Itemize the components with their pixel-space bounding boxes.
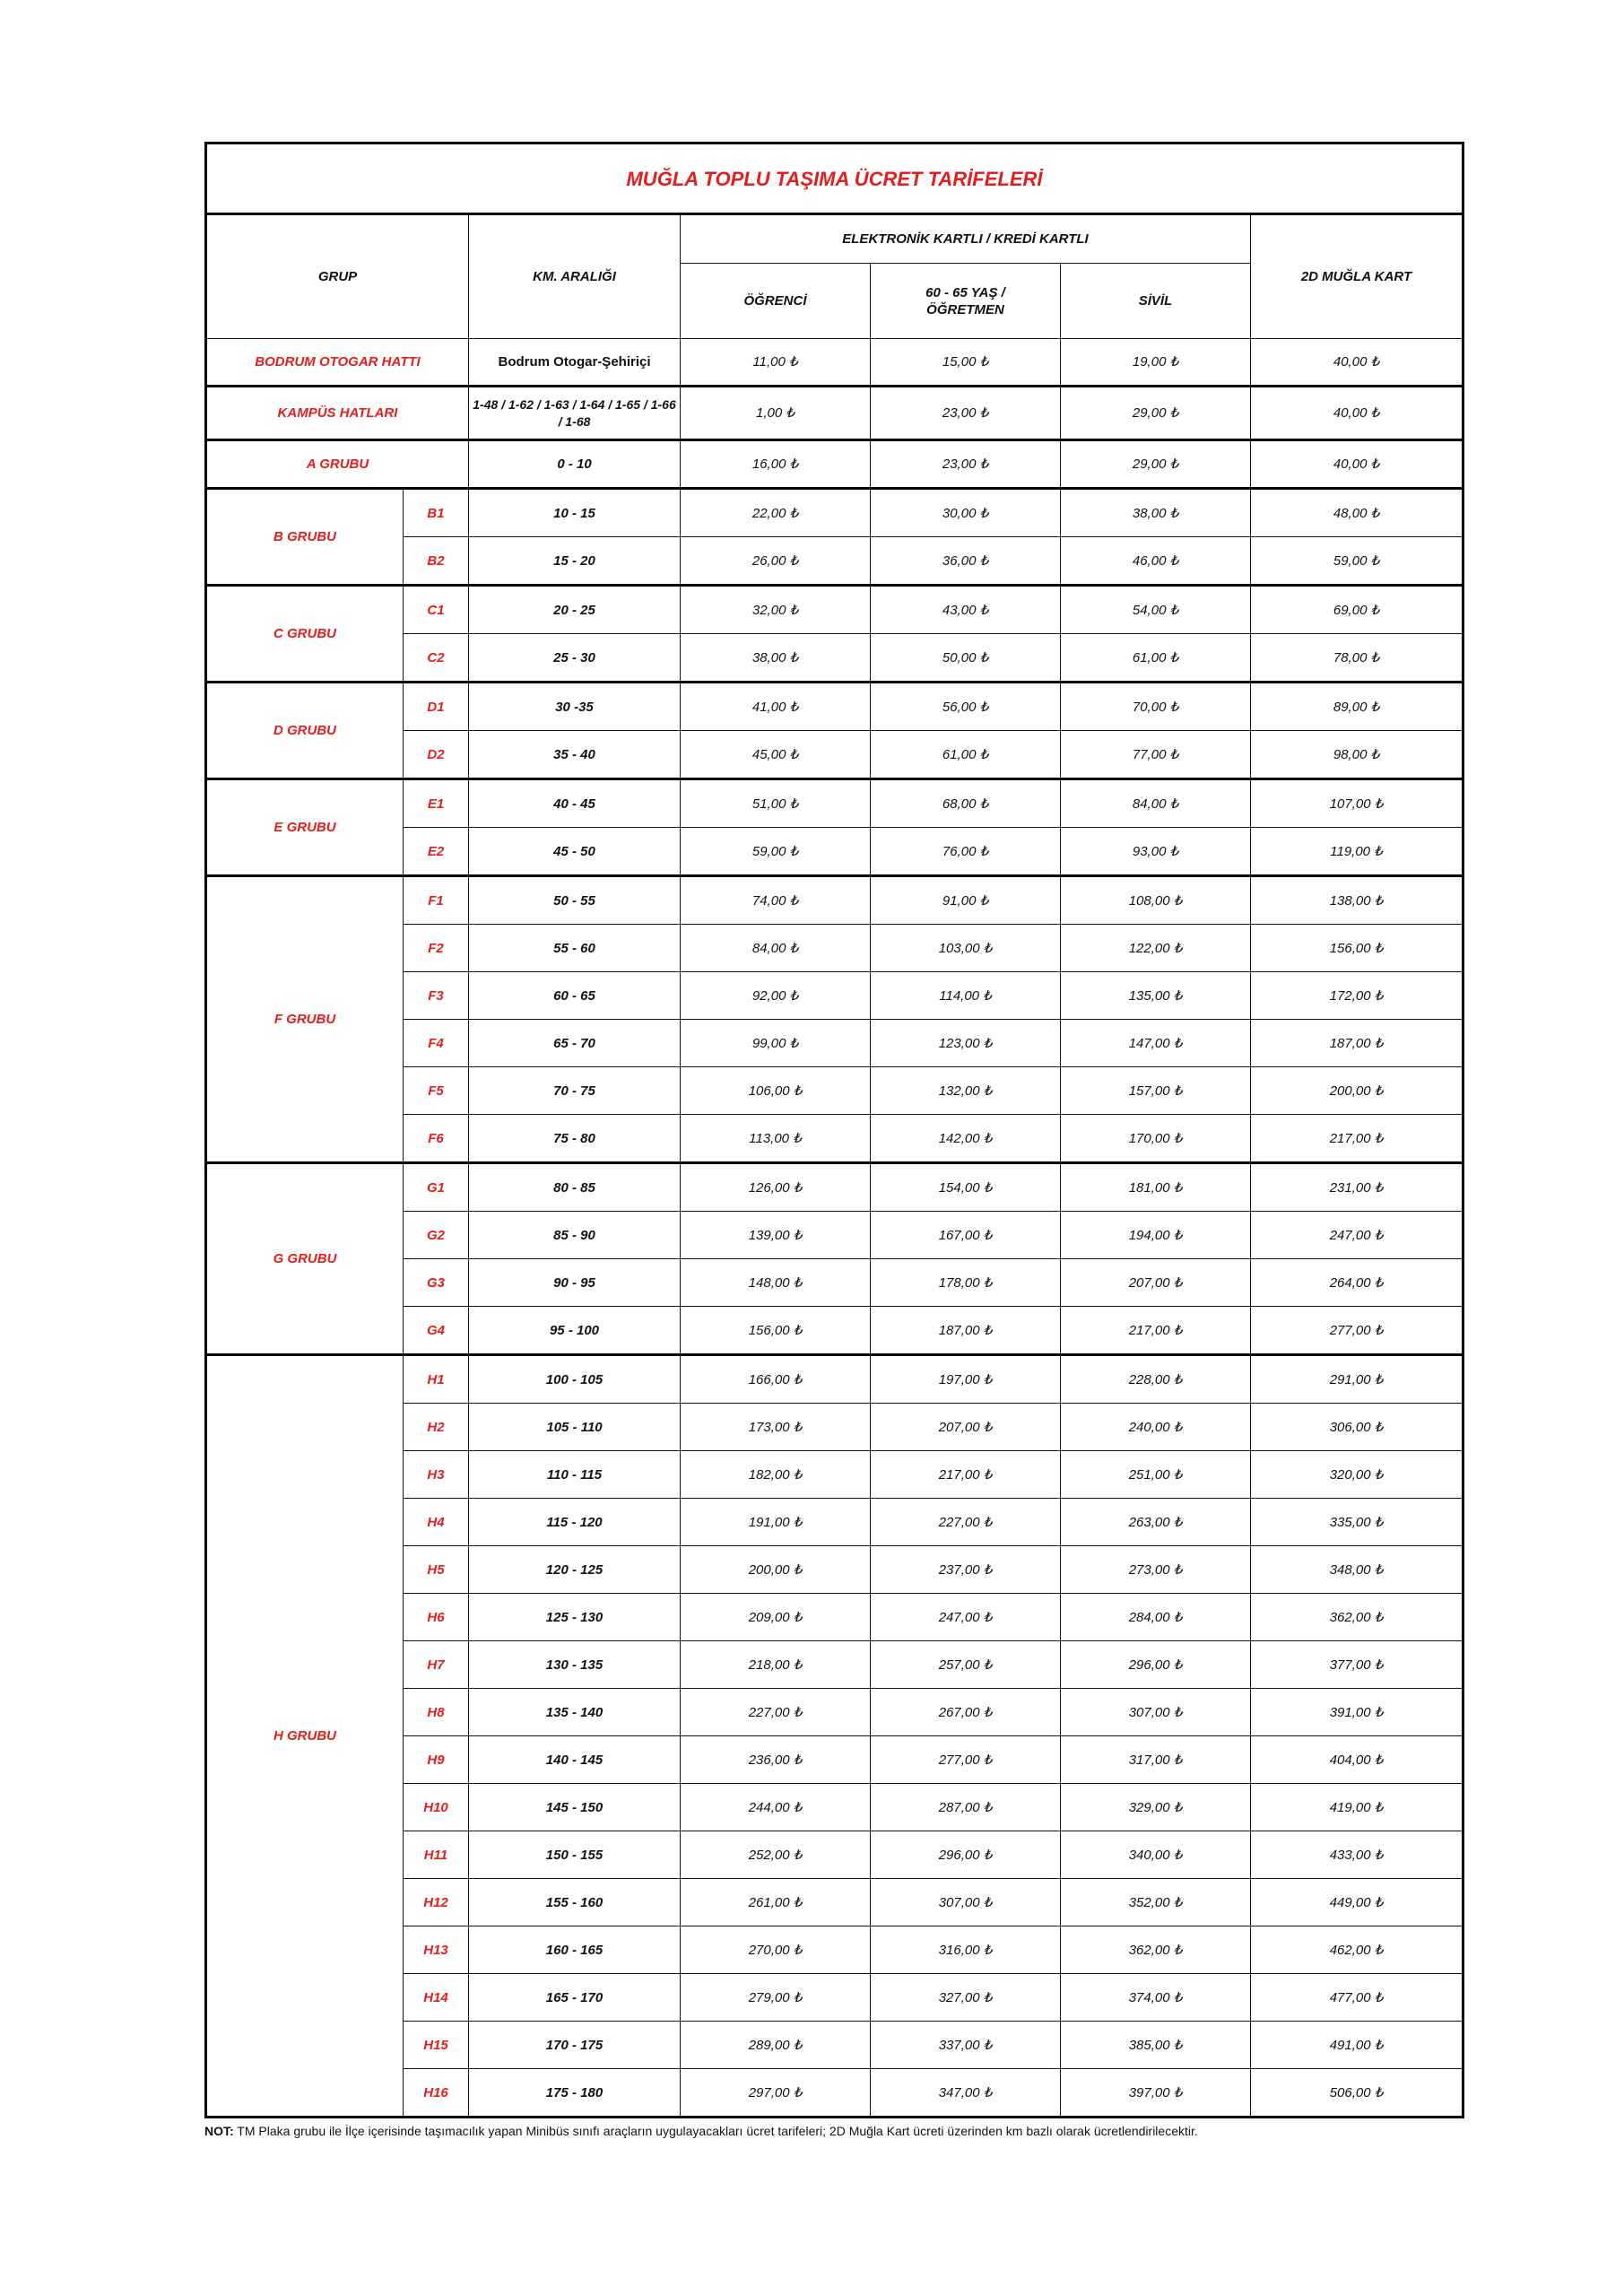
subgroup-code-cell: F6 — [404, 1115, 469, 1163]
yas-ogretmen-price-cell: 123,00 ₺ — [871, 1020, 1061, 1067]
mugla-kart-price-cell: 98,00 ₺ — [1251, 731, 1463, 779]
km-range-cell: 135 - 140 — [469, 1689, 681, 1736]
km-range-cell: 10 - 15 — [469, 489, 681, 537]
subgroup-code-cell: B1 — [404, 489, 469, 537]
subgroup-code-cell: G3 — [404, 1259, 469, 1307]
subgroup-code-cell: H12 — [404, 1879, 469, 1926]
yas-ogretmen-price-cell: 347,00 ₺ — [871, 2069, 1061, 2118]
yas-ogretmen-price-cell: 277,00 ₺ — [871, 1736, 1061, 1784]
km-range-cell: 100 - 105 — [469, 1355, 681, 1404]
row-group-name: A GRUBU — [206, 440, 469, 489]
km-range-cell: 25 - 30 — [469, 634, 681, 683]
mugla-kart-price-cell: 69,00 ₺ — [1251, 586, 1463, 634]
mugla-kart-price-cell: 119,00 ₺ — [1251, 828, 1463, 876]
yas-ogretmen-price-cell: 23,00 ₺ — [871, 440, 1061, 489]
subgroup-code-cell: H8 — [404, 1689, 469, 1736]
sivil-price-cell: 135,00 ₺ — [1061, 972, 1251, 1020]
ogrenci-price-cell: 1,00 ₺ — [681, 387, 871, 440]
yas-ogretmen-price-cell: 267,00 ₺ — [871, 1689, 1061, 1736]
km-range-cell: 0 - 10 — [469, 440, 681, 489]
yas-ogretmen-price-cell: 167,00 ₺ — [871, 1212, 1061, 1259]
sivil-price-cell: 122,00 ₺ — [1061, 925, 1251, 972]
subgroup-code-cell: H2 — [404, 1404, 469, 1451]
table-row — [206, 387, 1463, 440]
km-range-cell: 30 -35 — [469, 683, 681, 731]
km-range-cell: 85 - 90 — [469, 1212, 681, 1259]
mugla-kart-price-cell: 40,00 ₺ — [1251, 387, 1463, 440]
header-sivil: SİVİL — [1061, 264, 1251, 339]
km-range-cell: 15 - 20 — [469, 537, 681, 586]
yas-ogretmen-price-cell: 56,00 ₺ — [871, 683, 1061, 731]
yas-ogretmen-price-cell: 307,00 ₺ — [871, 1879, 1061, 1926]
yas-ogretmen-price-cell: 154,00 ₺ — [871, 1163, 1061, 1212]
subgroup-code-cell: H13 — [404, 1926, 469, 1974]
yas-ogretmen-price-cell: 15,00 ₺ — [871, 339, 1061, 387]
subgroup-code-cell: F5 — [404, 1067, 469, 1115]
ogrenci-price-cell: 227,00 ₺ — [681, 1689, 871, 1736]
km-range-cell: 155 - 160 — [469, 1879, 681, 1926]
sivil-price-cell: 362,00 ₺ — [1061, 1926, 1251, 1974]
km-range-cell: 35 - 40 — [469, 731, 681, 779]
ogrenci-price-cell: 209,00 ₺ — [681, 1594, 871, 1641]
ogrenci-price-cell: 261,00 ₺ — [681, 1879, 871, 1926]
group-name-cell: G GRUBU — [206, 1163, 404, 1355]
sivil-price-cell: 29,00 ₺ — [1061, 387, 1251, 440]
ogrenci-price-cell: 106,00 ₺ — [681, 1067, 871, 1115]
header-60-65-yas-ogretmen — [871, 264, 1061, 339]
header-ogrenci: ÖĞRENCİ — [681, 264, 871, 339]
ogrenci-price-cell: 200,00 ₺ — [681, 1546, 871, 1594]
header-2d-mugla-kart: 2D MUĞLA KART — [1251, 214, 1463, 339]
subgroup-code-cell: H14 — [404, 1974, 469, 2022]
sivil-price-cell: 273,00 ₺ — [1061, 1546, 1251, 1594]
ogrenci-price-cell: 92,00 ₺ — [681, 972, 871, 1020]
sivil-price-cell: 38,00 ₺ — [1061, 489, 1251, 537]
sivil-price-cell: 385,00 ₺ — [1061, 2022, 1251, 2069]
row-group-name: KAMPÜS HATLARI — [206, 387, 469, 440]
mugla-kart-price-cell: 433,00 ₺ — [1251, 1831, 1463, 1879]
sivil-price-cell: 84,00 ₺ — [1061, 779, 1251, 828]
mugla-kart-price-cell: 404,00 ₺ — [1251, 1736, 1463, 1784]
subgroup-code-cell: E2 — [404, 828, 469, 876]
sivil-price-cell: 46,00 ₺ — [1061, 537, 1251, 586]
km-range-cell: 80 - 85 — [469, 1163, 681, 1212]
header-yas-line2: ÖĞRETMEN — [926, 301, 1004, 317]
mugla-kart-price-cell: 348,00 ₺ — [1251, 1546, 1463, 1594]
subgroup-code-cell: H15 — [404, 2022, 469, 2069]
mugla-kart-price-cell: 48,00 ₺ — [1251, 489, 1463, 537]
ogrenci-price-cell: 16,00 ₺ — [681, 440, 871, 489]
table-row — [206, 876, 1463, 925]
yas-ogretmen-price-cell: 43,00 ₺ — [871, 586, 1061, 634]
subgroup-code-cell: F1 — [404, 876, 469, 925]
mugla-kart-price-cell: 231,00 ₺ — [1251, 1163, 1463, 1212]
sivil-price-cell: 217,00 ₺ — [1061, 1307, 1251, 1355]
km-range-cell: 1-48 / 1-62 / 1-63 / 1-64 / 1-65 / 1-66 / 1-68 — [469, 387, 681, 440]
mugla-kart-price-cell: 506,00 ₺ — [1251, 2069, 1463, 2118]
group-name-cell: F GRUBU — [206, 876, 404, 1163]
yas-ogretmen-price-cell: 197,00 ₺ — [871, 1355, 1061, 1404]
sivil-price-cell: 29,00 ₺ — [1061, 440, 1251, 489]
sivil-price-cell: 194,00 ₺ — [1061, 1212, 1251, 1259]
table-row — [206, 339, 1463, 387]
sivil-price-cell: 61,00 ₺ — [1061, 634, 1251, 683]
ogrenci-price-cell: 84,00 ₺ — [681, 925, 871, 972]
ogrenci-price-cell: 51,00 ₺ — [681, 779, 871, 828]
mugla-kart-price-cell: 264,00 ₺ — [1251, 1259, 1463, 1307]
yas-ogretmen-price-cell: 36,00 ₺ — [871, 537, 1061, 586]
mugla-kart-price-cell: 491,00 ₺ — [1251, 2022, 1463, 2069]
footnote-label: NOT: — [204, 2124, 234, 2138]
subgroup-code-cell: B2 — [404, 537, 469, 586]
ogrenci-price-cell: 11,00 ₺ — [681, 339, 871, 387]
subgroup-code-cell: H1 — [404, 1355, 469, 1404]
mugla-kart-price-cell: 40,00 ₺ — [1251, 339, 1463, 387]
subgroup-code-cell: F4 — [404, 1020, 469, 1067]
table-row — [206, 1355, 1463, 1404]
header-yas-line1: 60 - 65 YAŞ / — [925, 284, 1005, 300]
subgroup-code-cell: H3 — [404, 1451, 469, 1499]
yas-ogretmen-price-cell: 76,00 ₺ — [871, 828, 1061, 876]
sivil-price-cell: 251,00 ₺ — [1061, 1451, 1251, 1499]
km-range-cell: 40 - 45 — [469, 779, 681, 828]
group-name-cell: C GRUBU — [206, 586, 404, 683]
km-range-cell: 175 - 180 — [469, 2069, 681, 2118]
subgroup-code-cell: D1 — [404, 683, 469, 731]
subgroup-code-cell: H5 — [404, 1546, 469, 1594]
table-row — [206, 683, 1463, 731]
km-range-cell: 110 - 115 — [469, 1451, 681, 1499]
subgroup-code-cell: H7 — [404, 1641, 469, 1689]
mugla-kart-price-cell: 217,00 ₺ — [1251, 1115, 1463, 1163]
sivil-price-cell: 284,00 ₺ — [1061, 1594, 1251, 1641]
yas-ogretmen-price-cell: 316,00 ₺ — [871, 1926, 1061, 1974]
sivil-price-cell: 374,00 ₺ — [1061, 1974, 1251, 2022]
footnote-text: TM Plaka grubu ile İlçe içerisinde taşımacılık yapan Minibüs sınıfı araçların uygulayacakları ücret tarifeleri; 2D Muğla Kart ücreti üzerinden km bazlı olarak ücretlendirilecektir. — [233, 2124, 1198, 2138]
row-group-name: BODRUM OTOGAR HATTI — [206, 339, 469, 387]
mugla-kart-price-cell: 107,00 ₺ — [1251, 779, 1463, 828]
km-range-cell: 125 - 130 — [469, 1594, 681, 1641]
mugla-kart-price-cell: 200,00 ₺ — [1251, 1067, 1463, 1115]
yas-ogretmen-price-cell: 68,00 ₺ — [871, 779, 1061, 828]
mugla-kart-price-cell: 247,00 ₺ — [1251, 1212, 1463, 1259]
km-range-cell: 90 - 95 — [469, 1259, 681, 1307]
ogrenci-price-cell: 156,00 ₺ — [681, 1307, 871, 1355]
ogrenci-price-cell: 74,00 ₺ — [681, 876, 871, 925]
ogrenci-price-cell: 32,00 ₺ — [681, 586, 871, 634]
ogrenci-price-cell: 45,00 ₺ — [681, 731, 871, 779]
ogrenci-price-cell: 191,00 ₺ — [681, 1499, 871, 1546]
sivil-price-cell: 93,00 ₺ — [1061, 828, 1251, 876]
ogrenci-price-cell: 113,00 ₺ — [681, 1115, 871, 1163]
yas-ogretmen-price-cell: 217,00 ₺ — [871, 1451, 1061, 1499]
mugla-kart-price-cell: 449,00 ₺ — [1251, 1879, 1463, 1926]
sivil-price-cell: 70,00 ₺ — [1061, 683, 1251, 731]
ogrenci-price-cell: 26,00 ₺ — [681, 537, 871, 586]
ogrenci-price-cell: 182,00 ₺ — [681, 1451, 871, 1499]
mugla-kart-price-cell: 335,00 ₺ — [1251, 1499, 1463, 1546]
subgroup-code-cell: H10 — [404, 1784, 469, 1831]
tariff-table — [204, 142, 1464, 2118]
mugla-kart-price-cell: 78,00 ₺ — [1251, 634, 1463, 683]
footnote — [204, 2124, 1462, 2138]
yas-ogretmen-price-cell: 207,00 ₺ — [871, 1404, 1061, 1451]
sivil-price-cell: 340,00 ₺ — [1061, 1831, 1251, 1879]
group-name-cell: H GRUBU — [206, 1355, 404, 2118]
km-range-cell: 50 - 55 — [469, 876, 681, 925]
km-range-cell: 45 - 50 — [469, 828, 681, 876]
sivil-price-cell: 263,00 ₺ — [1061, 1499, 1251, 1546]
mugla-kart-price-cell: 89,00 ₺ — [1251, 683, 1463, 731]
mugla-kart-price-cell: 59,00 ₺ — [1251, 537, 1463, 586]
sivil-price-cell: 307,00 ₺ — [1061, 1689, 1251, 1736]
mugla-kart-price-cell: 477,00 ₺ — [1251, 1974, 1463, 2022]
km-range-cell: 120 - 125 — [469, 1546, 681, 1594]
yas-ogretmen-price-cell: 142,00 ₺ — [871, 1115, 1061, 1163]
km-range-cell: 55 - 60 — [469, 925, 681, 972]
sivil-price-cell: 240,00 ₺ — [1061, 1404, 1251, 1451]
km-range-cell: 140 - 145 — [469, 1736, 681, 1784]
mugla-kart-price-cell: 419,00 ₺ — [1251, 1784, 1463, 1831]
ogrenci-price-cell: 279,00 ₺ — [681, 1974, 871, 2022]
subgroup-code-cell: G2 — [404, 1212, 469, 1259]
yas-ogretmen-price-cell: 50,00 ₺ — [871, 634, 1061, 683]
mugla-kart-price-cell: 172,00 ₺ — [1251, 972, 1463, 1020]
subgroup-code-cell: G1 — [404, 1163, 469, 1212]
km-range-cell: 95 - 100 — [469, 1307, 681, 1355]
mugla-kart-price-cell: 377,00 ₺ — [1251, 1641, 1463, 1689]
mugla-kart-price-cell: 391,00 ₺ — [1251, 1689, 1463, 1736]
km-range-cell: 65 - 70 — [469, 1020, 681, 1067]
yas-ogretmen-price-cell: 132,00 ₺ — [871, 1067, 1061, 1115]
sivil-price-cell: 207,00 ₺ — [1061, 1259, 1251, 1307]
sivil-price-cell: 181,00 ₺ — [1061, 1163, 1251, 1212]
sivil-price-cell: 317,00 ₺ — [1061, 1736, 1251, 1784]
header-km-araligi: KM. ARALIĞI — [469, 214, 681, 339]
km-range-cell: 60 - 65 — [469, 972, 681, 1020]
km-range-cell: 20 - 25 — [469, 586, 681, 634]
subgroup-code-cell: H11 — [404, 1831, 469, 1879]
group-name-cell: D GRUBU — [206, 683, 404, 779]
sivil-price-cell: 352,00 ₺ — [1061, 1879, 1251, 1926]
sivil-price-cell: 170,00 ₺ — [1061, 1115, 1251, 1163]
km-range-cell: 70 - 75 — [469, 1067, 681, 1115]
ogrenci-price-cell: 59,00 ₺ — [681, 828, 871, 876]
km-range-cell: 165 - 170 — [469, 1974, 681, 2022]
ogrenci-price-cell: 297,00 ₺ — [681, 2069, 871, 2118]
subgroup-code-cell: F2 — [404, 925, 469, 972]
km-range-cell: 115 - 120 — [469, 1499, 681, 1546]
subgroup-code-cell: H9 — [404, 1736, 469, 1784]
mugla-kart-price-cell: 187,00 ₺ — [1251, 1020, 1463, 1067]
subgroup-code-cell: H16 — [404, 2069, 469, 2118]
ogrenci-price-cell: 99,00 ₺ — [681, 1020, 871, 1067]
ogrenci-price-cell: 41,00 ₺ — [681, 683, 871, 731]
km-range-cell: 105 - 110 — [469, 1404, 681, 1451]
km-range-cell: 150 - 155 — [469, 1831, 681, 1879]
header-grup: GRUP — [206, 214, 469, 339]
ogrenci-price-cell: 38,00 ₺ — [681, 634, 871, 683]
sivil-price-cell: 329,00 ₺ — [1061, 1784, 1251, 1831]
mugla-kart-price-cell: 291,00 ₺ — [1251, 1355, 1463, 1404]
ogrenci-price-cell: 173,00 ₺ — [681, 1404, 871, 1451]
table-row — [206, 1163, 1463, 1212]
subgroup-code-cell: E1 — [404, 779, 469, 828]
yas-ogretmen-price-cell: 296,00 ₺ — [871, 1831, 1061, 1879]
subgroup-code-cell: D2 — [404, 731, 469, 779]
ogrenci-price-cell: 252,00 ₺ — [681, 1831, 871, 1879]
yas-ogretmen-price-cell: 114,00 ₺ — [871, 972, 1061, 1020]
sivil-price-cell: 157,00 ₺ — [1061, 1067, 1251, 1115]
mugla-kart-price-cell: 462,00 ₺ — [1251, 1926, 1463, 1974]
sivil-price-cell: 228,00 ₺ — [1061, 1355, 1251, 1404]
ogrenci-price-cell: 270,00 ₺ — [681, 1926, 871, 1974]
subgroup-code-cell: C2 — [404, 634, 469, 683]
yas-ogretmen-price-cell: 257,00 ₺ — [871, 1641, 1061, 1689]
km-range-cell: 160 - 165 — [469, 1926, 681, 1974]
group-name-cell: B GRUBU — [206, 489, 404, 586]
mugla-kart-price-cell: 277,00 ₺ — [1251, 1307, 1463, 1355]
table-row — [206, 779, 1463, 828]
mugla-kart-price-cell: 138,00 ₺ — [1251, 876, 1463, 925]
mugla-kart-price-cell: 40,00 ₺ — [1251, 440, 1463, 489]
sivil-price-cell: 397,00 ₺ — [1061, 2069, 1251, 2118]
table-row — [206, 489, 1463, 537]
yas-ogretmen-price-cell: 30,00 ₺ — [871, 489, 1061, 537]
sivil-price-cell: 54,00 ₺ — [1061, 586, 1251, 634]
yas-ogretmen-price-cell: 287,00 ₺ — [871, 1784, 1061, 1831]
subgroup-code-cell: G4 — [404, 1307, 469, 1355]
yas-ogretmen-price-cell: 227,00 ₺ — [871, 1499, 1061, 1546]
tariff-sheet — [204, 142, 1462, 2138]
sivil-price-cell: 19,00 ₺ — [1061, 339, 1251, 387]
ogrenci-price-cell: 218,00 ₺ — [681, 1641, 871, 1689]
mugla-kart-price-cell: 362,00 ₺ — [1251, 1594, 1463, 1641]
mugla-kart-price-cell: 320,00 ₺ — [1251, 1451, 1463, 1499]
sivil-price-cell: 296,00 ₺ — [1061, 1641, 1251, 1689]
sivil-price-cell: 108,00 ₺ — [1061, 876, 1251, 925]
header-elektronik-kartli: ELEKTRONİK KARTLI / KREDİ KARTLI — [681, 214, 1251, 264]
ogrenci-price-cell: 139,00 ₺ — [681, 1212, 871, 1259]
ogrenci-price-cell: 244,00 ₺ — [681, 1784, 871, 1831]
km-range-cell: 130 - 135 — [469, 1641, 681, 1689]
ogrenci-price-cell: 236,00 ₺ — [681, 1736, 871, 1784]
yas-ogretmen-price-cell: 327,00 ₺ — [871, 1974, 1061, 2022]
page-title: MUĞLA TOPLU TAŞIMA ÜCRET TARİFELERİ — [206, 144, 1463, 214]
sivil-price-cell: 147,00 ₺ — [1061, 1020, 1251, 1067]
mugla-kart-price-cell: 306,00 ₺ — [1251, 1404, 1463, 1451]
yas-ogretmen-price-cell: 337,00 ₺ — [871, 2022, 1061, 2069]
yas-ogretmen-price-cell: 61,00 ₺ — [871, 731, 1061, 779]
ogrenci-price-cell: 289,00 ₺ — [681, 2022, 871, 2069]
subgroup-code-cell: H4 — [404, 1499, 469, 1546]
km-range-cell: Bodrum Otogar-Şehiriçi — [469, 339, 681, 387]
yas-ogretmen-price-cell: 178,00 ₺ — [871, 1259, 1061, 1307]
ogrenci-price-cell: 166,00 ₺ — [681, 1355, 871, 1404]
subgroup-code-cell: F3 — [404, 972, 469, 1020]
sivil-price-cell: 77,00 ₺ — [1061, 731, 1251, 779]
yas-ogretmen-price-cell: 247,00 ₺ — [871, 1594, 1061, 1641]
ogrenci-price-cell: 22,00 ₺ — [681, 489, 871, 537]
yas-ogretmen-price-cell: 23,00 ₺ — [871, 387, 1061, 440]
yas-ogretmen-price-cell: 187,00 ₺ — [871, 1307, 1061, 1355]
km-range-cell: 75 - 80 — [469, 1115, 681, 1163]
km-range-cell: 170 - 175 — [469, 2022, 681, 2069]
yas-ogretmen-price-cell: 237,00 ₺ — [871, 1546, 1061, 1594]
table-row — [206, 440, 1463, 489]
yas-ogretmen-price-cell: 103,00 ₺ — [871, 925, 1061, 972]
yas-ogretmen-price-cell: 91,00 ₺ — [871, 876, 1061, 925]
subgroup-code-cell: C1 — [404, 586, 469, 634]
group-name-cell: E GRUBU — [206, 779, 404, 876]
ogrenci-price-cell: 126,00 ₺ — [681, 1163, 871, 1212]
subgroup-code-cell: H6 — [404, 1594, 469, 1641]
km-range-cell: 145 - 150 — [469, 1784, 681, 1831]
mugla-kart-price-cell: 156,00 ₺ — [1251, 925, 1463, 972]
ogrenci-price-cell: 148,00 ₺ — [681, 1259, 871, 1307]
table-row — [206, 586, 1463, 634]
